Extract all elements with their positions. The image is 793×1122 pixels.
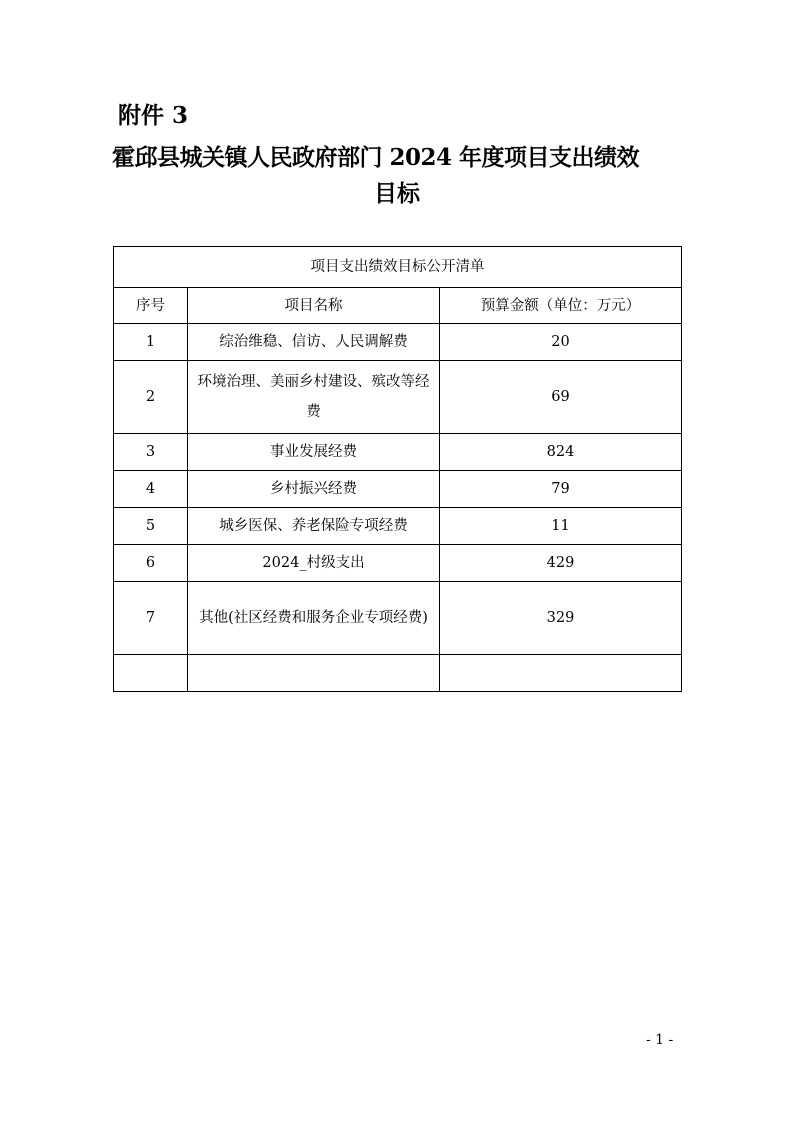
cell-project-name: 2024_村级支出: [188, 545, 440, 582]
cell-index: 5: [114, 508, 188, 545]
header-budget-amount: 预算金额（单位：万元）: [440, 288, 682, 324]
table-caption-row: [114, 247, 682, 288]
cell-index: 3: [114, 434, 188, 471]
table-row: [114, 361, 682, 434]
page-number: - 1 -: [646, 1032, 674, 1048]
table-row: [114, 545, 682, 582]
cell-empty: [188, 655, 440, 692]
cell-budget-amount: 329: [440, 582, 682, 655]
cell-project-name: 综治维稳、信访、人民调解费: [188, 324, 440, 361]
cell-budget-amount: 429: [440, 545, 682, 582]
budget-table: [113, 246, 682, 692]
document-title: [112, 140, 682, 212]
cell-project-name: 城乡医保、养老保险专项经费: [188, 508, 440, 545]
attachment-label: 附件 3: [118, 102, 189, 129]
table-row: [114, 508, 682, 545]
cell-index: 4: [114, 471, 188, 508]
cell-budget-amount: 69: [440, 361, 682, 434]
cell-budget-amount: 79: [440, 471, 682, 508]
cell-project-name: 其他(社区经费和服务企业专项经费): [188, 582, 440, 655]
document-title-line-1: 霍邱县城关镇人民政府部门 2024 年度项目支出绩效: [112, 144, 640, 171]
table-caption: 项目支出绩效目标公开清单: [114, 247, 682, 288]
table-row: [114, 582, 682, 655]
cell-index: 7: [114, 582, 188, 655]
cell-budget-amount: 20: [440, 324, 682, 361]
cell-index: 6: [114, 545, 188, 582]
header-project-name: 项目名称: [188, 288, 440, 324]
cell-budget-amount: 824: [440, 434, 682, 471]
document-title-line-2: 目标: [374, 180, 420, 207]
table-row-empty: [114, 655, 682, 692]
cell-budget-amount: 11: [440, 508, 682, 545]
cell-project-name: 事业发展经费: [188, 434, 440, 471]
cell-project-name: 乡村振兴经费: [188, 471, 440, 508]
cell-index: 2: [114, 361, 188, 434]
table-row: [114, 324, 682, 361]
header-index: 序号: [114, 288, 188, 324]
table-header-row: [114, 288, 682, 324]
table-row: [114, 471, 682, 508]
cell-empty: [440, 655, 682, 692]
cell-empty: [114, 655, 188, 692]
cell-index: 1: [114, 324, 188, 361]
cell-project-name: 环境治理、美丽乡村建设、殡改等经费: [188, 361, 440, 434]
table-row: [114, 434, 682, 471]
